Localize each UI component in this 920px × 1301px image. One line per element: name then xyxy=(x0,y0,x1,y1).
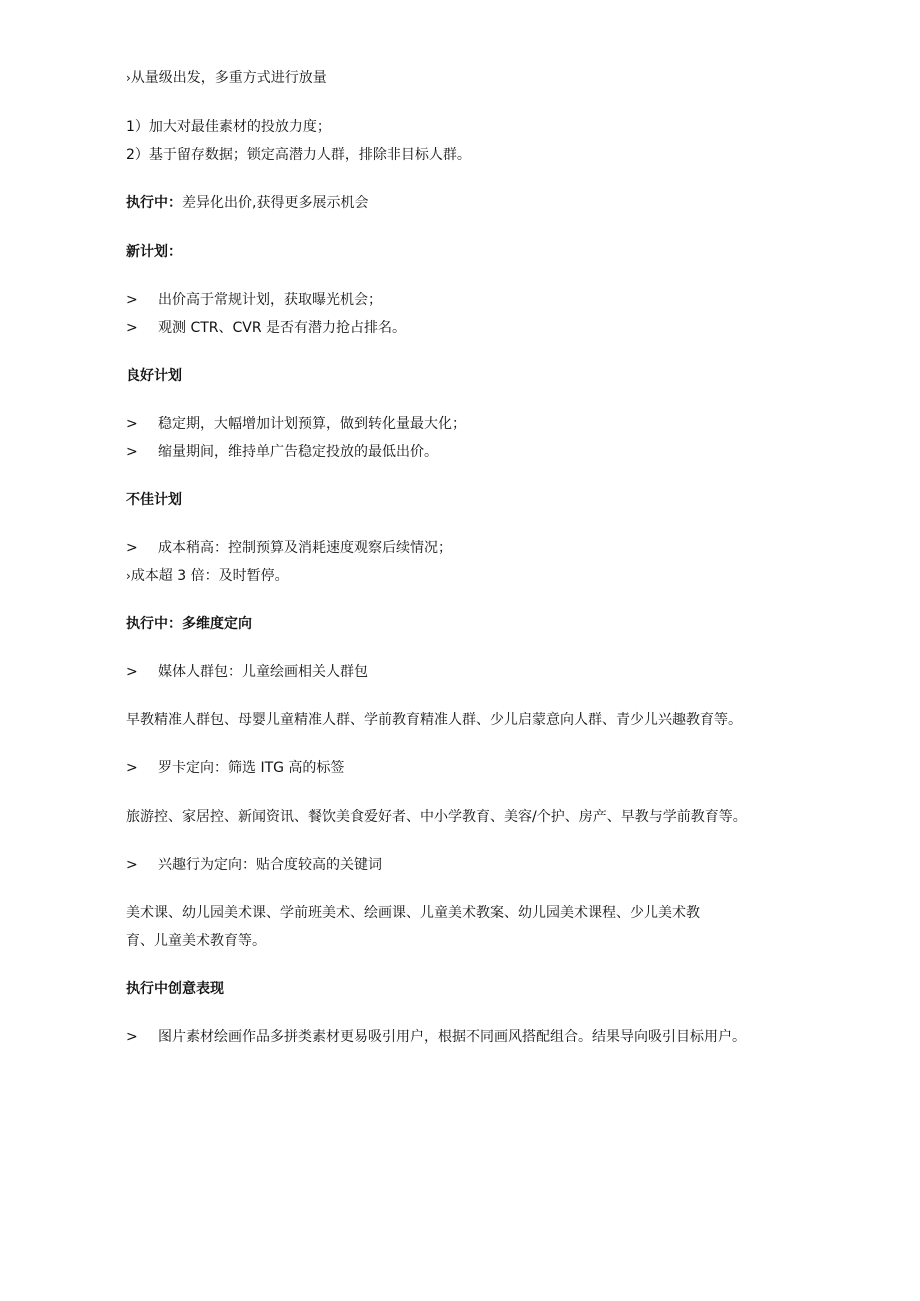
list-item-text: 成本稍高：控制预算及消耗速度观察后续情况； xyxy=(158,540,452,556)
media-targeting-label xyxy=(126,662,368,682)
chevron-right-icon: > xyxy=(126,320,138,336)
media-targeting-detail: 早教精准人群包、母婴儿童精准人群、学前教育精准人群、少儿启蒙意向人群、青少儿兴趣教育等。 xyxy=(126,712,742,728)
new-plan-title: 新计划： xyxy=(126,244,182,260)
poor-plan-title: 不佳计划 xyxy=(126,492,182,508)
poor-plan-item-1 xyxy=(126,538,452,558)
good-plan-title: 良好计划 xyxy=(126,368,182,384)
intro-item-1: 1）加大对最佳素材的投放力度； xyxy=(126,119,331,135)
poor-plan-item-2 xyxy=(126,566,289,586)
chevron-right-icon: > xyxy=(126,760,138,776)
interest-targeting-detail-1: 美术课、幼儿园美术课、学前班美术、绘画课、儿童美术教案、幼儿园美术课程、少儿美术教 xyxy=(126,905,700,921)
intro-heading xyxy=(126,68,327,88)
bidding-label: 执行中： xyxy=(126,195,182,211)
bidding-line xyxy=(126,193,368,213)
list-item-text: 缩量期间，维持单广告稳定投放的最低出价。 xyxy=(158,444,438,460)
list-item-text: 图片素材绘画作品多拼类素材更易吸引用户，根据不同画风搭配组合。结果导向吸引目标用户。 xyxy=(158,1029,746,1045)
marker: › xyxy=(126,71,131,85)
good-plan-item-1 xyxy=(126,414,466,434)
intro-item-2: 2）基于留存数据；锁定高潜力人群，排除非目标人群。 xyxy=(126,147,471,163)
marker: › xyxy=(126,569,131,583)
list-item-text: 观测 CTR、CVR 是否有潜力抢占排名。 xyxy=(158,320,407,336)
intro-heading-text: 从量级出发，多重方式进行放量 xyxy=(130,70,327,86)
list-item-text: 稳定期，大幅增加计划预算，做到转化量最大化； xyxy=(158,416,466,432)
new-plan-item-2 xyxy=(126,318,406,338)
chevron-right-icon: > xyxy=(126,1029,138,1045)
chevron-right-icon: > xyxy=(126,292,138,308)
list-item-text: 成本超 3 倍：及时暂停。 xyxy=(130,568,289,584)
interest-targeting-label xyxy=(126,855,382,875)
bidding-text: 差异化出价,获得更多展示机会 xyxy=(182,195,369,211)
good-plan-item-2 xyxy=(126,442,438,462)
luoka-targeting-label xyxy=(126,758,344,778)
new-plan-item-1 xyxy=(126,290,382,310)
list-item-text: 兴趣行为定向：贴合度较高的关键词 xyxy=(158,857,382,873)
chevron-right-icon: > xyxy=(126,444,138,460)
chevron-right-icon: > xyxy=(126,540,138,556)
chevron-right-icon: > xyxy=(126,664,138,680)
chevron-right-icon: > xyxy=(126,416,138,432)
targeting-title: 执行中：多维度定向 xyxy=(126,616,252,632)
interest-targeting-detail-2: 育、儿童美术教育等。 xyxy=(126,933,266,949)
list-item-text: 罗卡定向：筛选 ITG 高的标签 xyxy=(158,760,345,776)
chevron-right-icon: > xyxy=(126,857,138,873)
luoka-targeting-detail: 旅游控、家居控、新闻资讯、餐饮美食爱好者、中小学教育、美容/个护、房产、早教与学前教育等。 xyxy=(126,809,747,825)
creative-item xyxy=(126,1027,746,1047)
creative-title: 执行中创意表现 xyxy=(126,981,224,997)
list-item-text: 出价高于常规计划，获取曝光机会； xyxy=(158,292,382,308)
list-item-text: 媒体人群包：儿童绘画相关人群包 xyxy=(158,664,368,680)
